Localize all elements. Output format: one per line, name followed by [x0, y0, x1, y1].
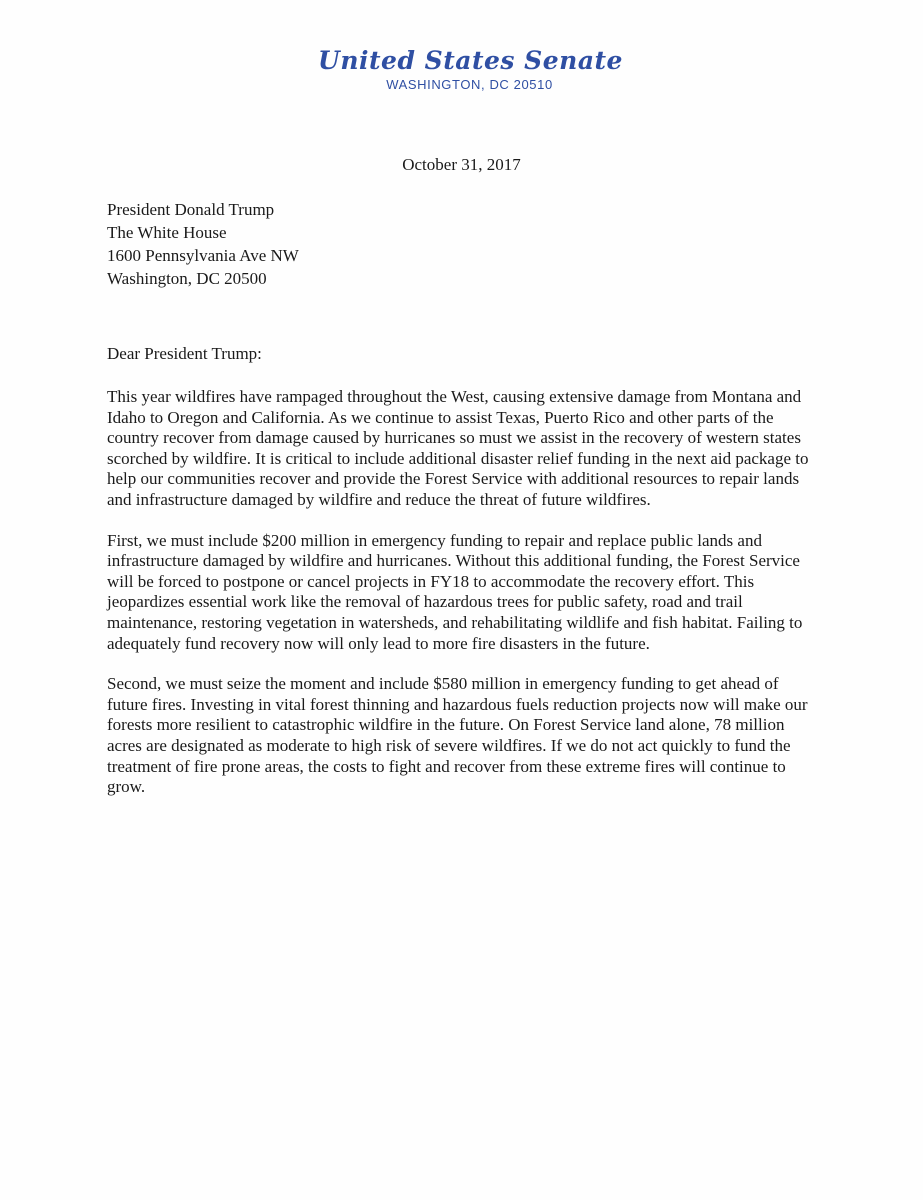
letter-body: [107, 387, 809, 818]
recipient-name: President Donald Trump: [107, 200, 275, 219]
letterhead-title: United States Senate: [318, 46, 623, 75]
letter-date: October 31, 2017: [402, 155, 521, 174]
letterhead-location: WASHINGTON, DC 20510: [386, 77, 553, 92]
body-paragraph: Second, we must seize the moment and include $580 million in emergency funding to get ahead of future fires. Investing in vital forest thinning and hazardous fuels reduction projects now will make our forests more resilient to catastrophic wildfire in the future. On Forest Service land alone, 78 million acres are designated as moderate to high risk of severe wildfires. If we do not act quickly to fund the treatment of fire prone areas, the costs to fight and recover from these extreme fires will continue to grow.: [107, 674, 808, 797]
recipient-address: [107, 198, 299, 290]
salutation: Dear President Trump:: [107, 344, 262, 363]
letterhead: [0, 46, 923, 94]
recipient-city: Washington, DC 20500: [107, 269, 267, 288]
recipient-line2: The White House: [107, 223, 227, 242]
body-paragraph: This year wildfires have rampaged throughout the West, causing extensive damage from Montana and Idaho to Oregon and California. As we continue to assist Texas, Puerto Rico and other parts of the country recover from damage caused by hurricanes so must we assist in the recovery of western states scorched by wildfire. It is critical to include additional disaster relief funding in the next aid package to help our communities recover and provide the Forest Service with additional resources to repair lands and infrastructure damaged by wildfire and reduce the threat of future wildfires.: [107, 387, 809, 509]
recipient-street: 1600 Pennsylvania Ave NW: [107, 246, 299, 265]
body-paragraph: First, we must include $200 million in emergency funding to repair and replace public lands and infrastructure damaged by wildfire and hurricanes. Without this additional funding, the Forest Service will be forced to postpone or cancel projects in FY18 to accommodate the recovery effort. This jeopardizes essential work like the removal of hazardous trees for public safety, road and trail maintenance, restoring vegetation in watersheds, and rehabilitating wildlife and fish habitat. Failing to adequately fund recovery now will only lead to more fire disasters in the future.: [107, 530, 803, 653]
